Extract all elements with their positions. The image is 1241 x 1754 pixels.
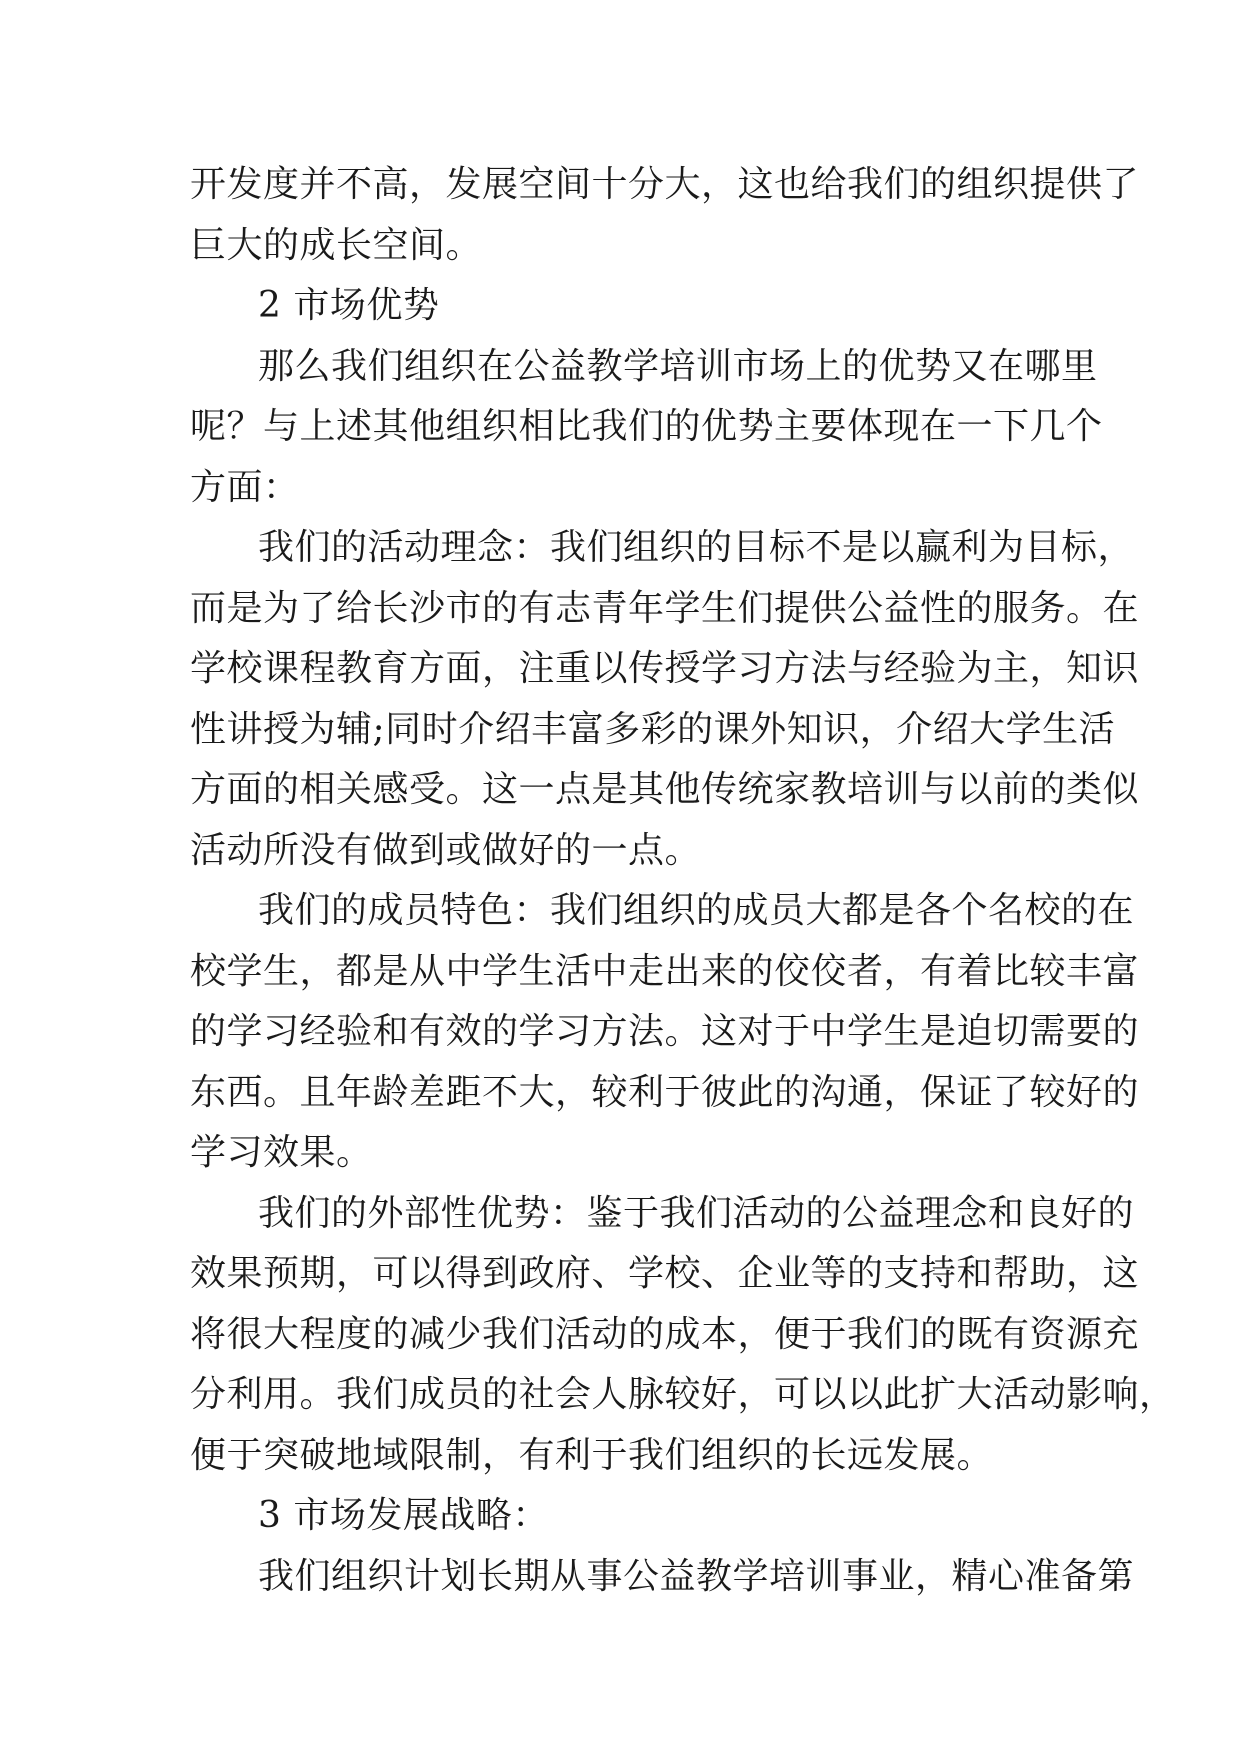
text-line: 东西。且年龄差距不大，较利于彼此的沟通，保证了较好的 [190,1071,1140,1113]
text-line: 我们的成员特色：我们组织的成员大都是各个名校的在 [258,890,1135,931]
text-line: 而是为了给长沙市的有志青年学生们提供公益性的服务。在 [190,587,1140,629]
text-line: 方面的相关感受。这一点是其他传统家教培训与以前的类似 [190,769,1140,810]
text-line: 将很大程度的减少我们活动的成本，便于我们的既有资源充 [190,1313,1140,1355]
text-line: 我们的活动理念：我们组织的目标不是以赢利为目标， [258,527,1135,568]
section-heading: 2 市场优势 [258,285,440,326]
text-line: 那么我们组织在公益教学培训市场上的优势又在哪里 [258,345,1098,387]
text-line: 的学习经验和有效的学习方法。这对于中学生是迫切需要的 [190,1011,1140,1052]
document-body [190,155,1176,1607]
text-line: 我们组织计划长期从事公益教学培训事业，精心准备第 [258,1555,1135,1597]
text-line: 学校课程教育方面，注重以传授学习方法与经验为主，知识 [190,648,1140,689]
text-line: 便于突破地域限制，有利于我们组织的长远发展。 [190,1434,994,1476]
text-line: 活动所没有做到或做好的一点。 [190,829,702,871]
text-line: 巨大的成长空间。 [190,224,483,266]
text-line: 校学生，都是从中学生活中走出来的佼佼者，有着比较丰富 [190,950,1140,992]
text-line: 学习效果。 [190,1132,373,1173]
text-line: 我们的外部性优势：鉴于我们活动的公益理念和良好的 [258,1192,1135,1234]
text-line: 开发度并不高，发展空间十分大，这也给我们的组织提供了 [190,164,1140,205]
text-line: 分利用。我们成员的社会人脉较好，可以以此扩大活动影响， [190,1374,1176,1415]
text-line: 效果预期，可以得到政府、学校、企业等的支持和帮助，这 [190,1253,1140,1294]
text-line: 呢？与上述其他组织相比我们的优势主要体现在一下几个 [190,406,1103,447]
text-line: 性讲授为辅;同时介绍丰富多彩的课外知识，介绍大学生活 [190,708,1116,750]
section-heading: 3 市场发展战略： [258,1495,549,1536]
text-line: 方面： [190,466,300,508]
